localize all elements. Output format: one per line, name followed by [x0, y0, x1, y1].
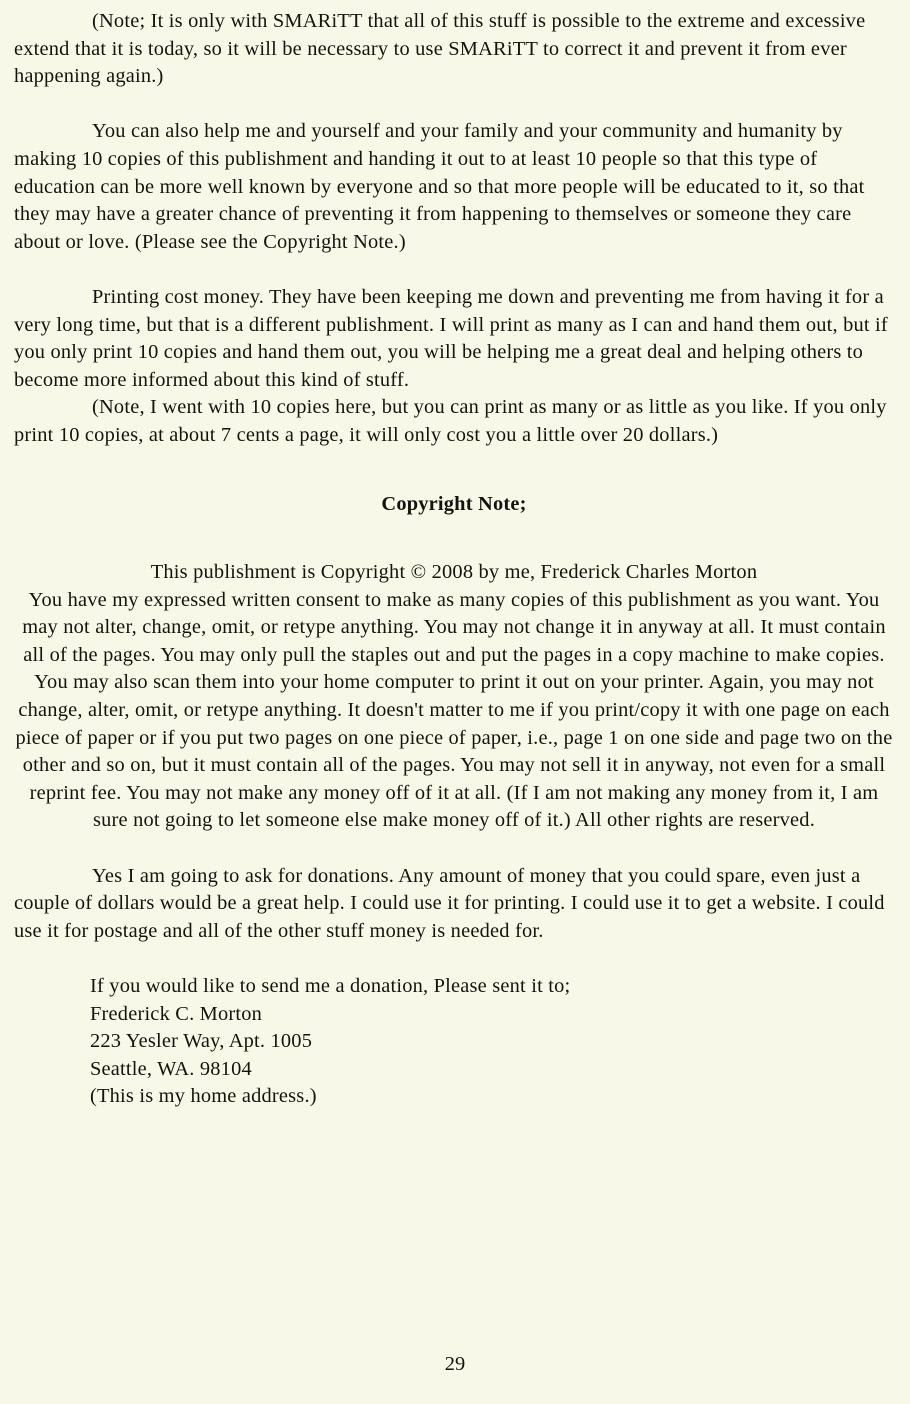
paragraph-printing-cost: Printing cost money. They have been keeping me down and preventing me from having it for a very long time, but that is a different publishment. I will print as many as I can and hand them out, but if you only print 10 copies and hand them out, you will be helping me a great deal and helping others to become more informed about this kind of stuff. — [14, 285, 888, 391]
paragraph-note-smaritt: (Note; It is only with SMARiTT that all of this stuff is possible to the extreme and excessive extend that it is today, so it will be necessary to use SMARiTT to correct it and prevent it from ever happening again.) — [14, 10, 866, 88]
donation-address-block — [90, 973, 894, 1111]
home-address-note: (This is my home address.) — [90, 1085, 317, 1108]
copyright-line-statement: This publishment is Copyright © 2008 by me, Frederick Charles Morton — [150, 561, 758, 584]
address-city-state-zip: Seattle, WA. 98104 — [90, 1057, 252, 1080]
donation-intro-line: If you would like to send me a donation, Please sent it to; — [90, 975, 571, 997]
document-body — [14, 8, 894, 1111]
copyright-note-heading: Copyright Note; — [381, 492, 527, 515]
copyright-block — [14, 559, 894, 835]
paragraph-help-copies: You can also help me and yourself and your family and your community and humanity by making 10 copies of this publishment and handing it out to at least 10 people so that this type of education can be more well known by everyone and so that more people will be educated to it, so that they may have a greater chance of preventing it from happening to themselves or someone they care about or love. (Please see the Copyright Note.) — [14, 120, 865, 253]
address-name: Frederick C. Morton — [90, 1002, 263, 1025]
page-number: 29 — [444, 1353, 466, 1375]
copyright-body-text: You have my expressed written consent to make as many copies of this publishment as you want. You may not alter, change, omit, or retype anything. You may not change it in anyway at all. It must contain all of the pages. You may only pull the staples out and put the pages in a copy machine to make copies. You may also scan them into your home computer to print it out on your printer. Again, you may not change, alter, omit, or retype anything. It doesn't matter to me if you print/copy it with one page on each piece of paper or if you put two pages on one piece of paper, i.e., page 1 on one side and page two on the other and so on, but it must contain all of the pages. You may not sell it in anyway, not even for a small reprint fee. You may not make any money off of it at all. (If I am not making any money from it, I am sure not going to let someone else make money off of it.) All other rights are reserved. — [15, 588, 893, 832]
address-street: 223 Yesler Way, Apt. 1005 — [90, 1030, 313, 1053]
paragraph-donations: Yes I am going to ask for donations. Any amount of money that you could spare, even just a couple of dollars would be a great help. I could use it for printing. I could use it to get a website. I could use it for postage and all of the other stuff money is needed for. — [14, 864, 885, 942]
copyright-heading-wrap — [14, 491, 894, 519]
paragraph-note-ten-copies: (Note, I went with 10 copies here, but you can print as many or as little as you like. If you only print 10 copies, at about 7 cents a page, it will only cost you a little over 20 dollars.) — [14, 396, 887, 446]
